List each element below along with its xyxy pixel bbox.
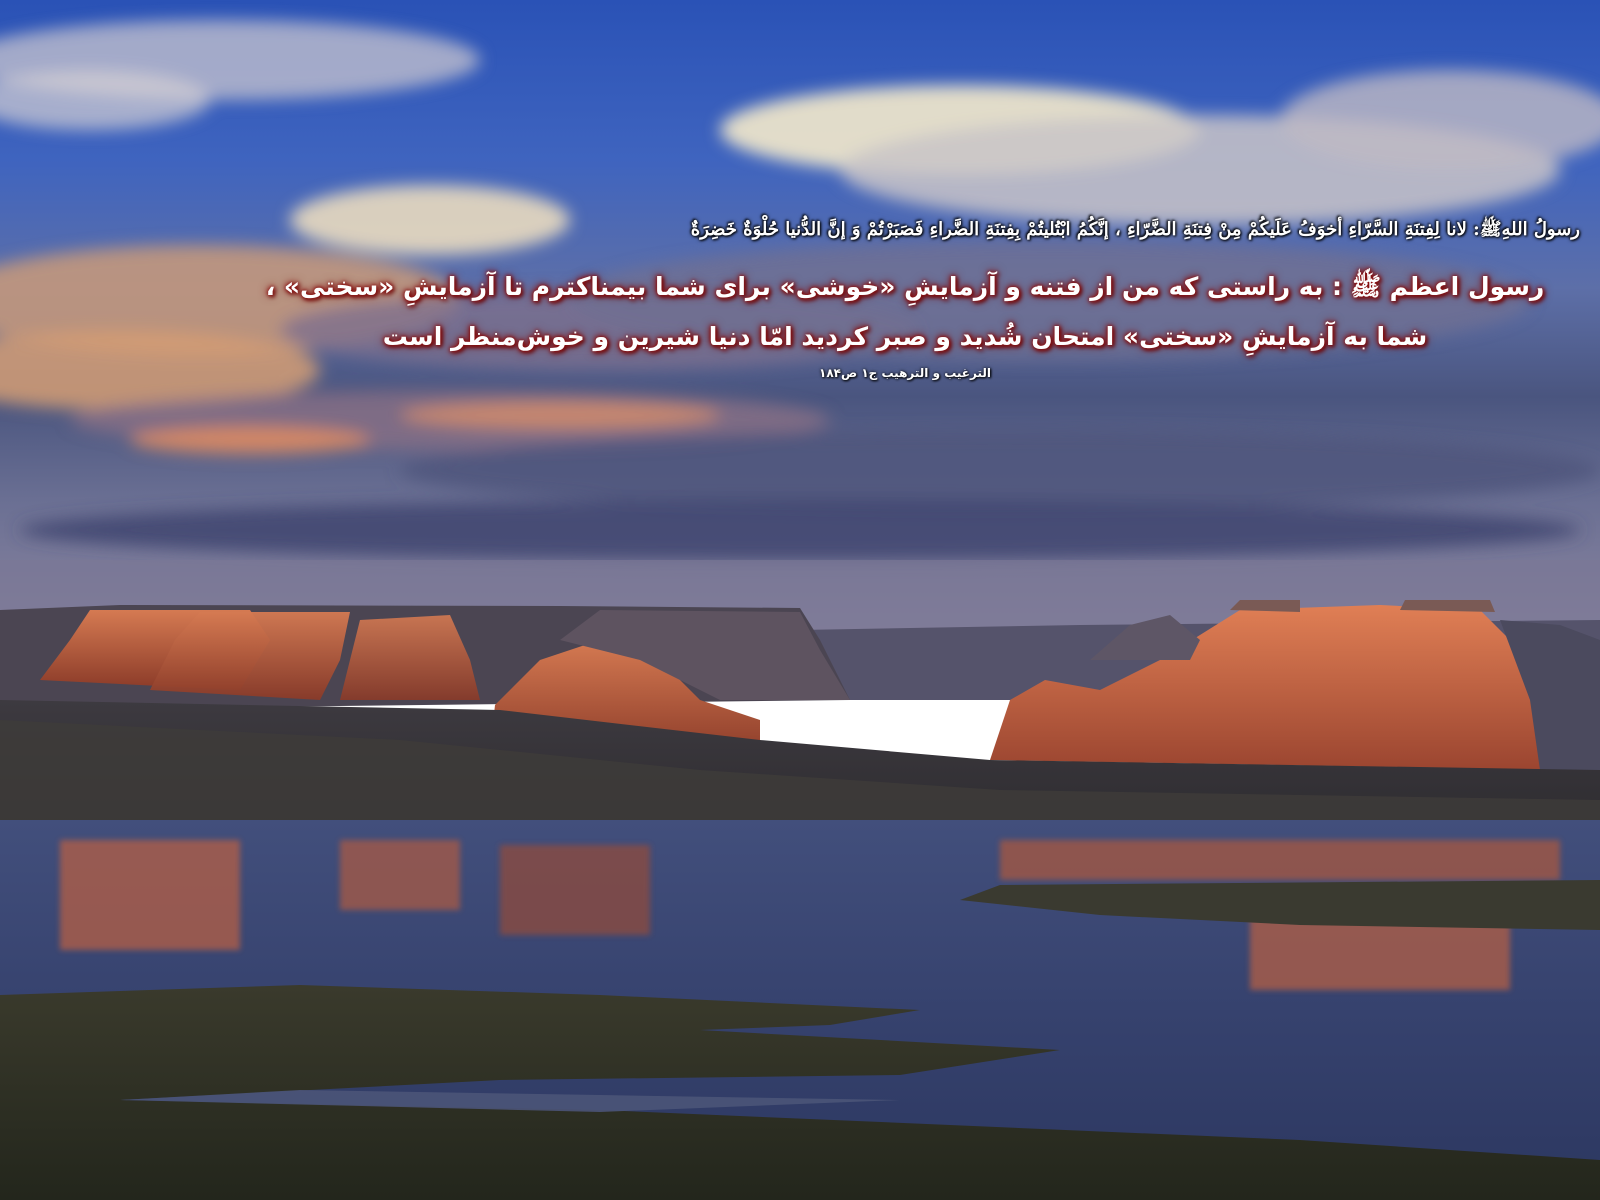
arabic-hadith: رسولُ اللهِﷺ: لانا لِفِتنَةِ السَّرّاءِ أخوَفُ عَلَيكُمْ مِنْ فِتنَةِ الضَّرّاءِ ، إنَّكُمُ ابْتُليتُمْ بِفِتنَةِ الضَّراءِ فَصَبَرْتُمْ وَ إنَّ الدُّنيا حُلْوَةٌ خَضِرَةٌ — [690, 219, 1580, 240]
hadith-text-block — [230, 218, 1580, 380]
source-reference: الترغیب و الترهیب ج۱ ص۱۸۴ — [819, 366, 991, 380]
persian-translation: رسول اعظم ﷺ : به راستی که من از فتنه و آزمایشِ «خوشی» برای شما بیمناکترم تا آزمایشِ «سختی» ، شما به آزمایشِ «سختی» امتحان شُدید و صبر کردید امّا دنیا شیرین و خوش‌منظر است — [265, 272, 1545, 351]
